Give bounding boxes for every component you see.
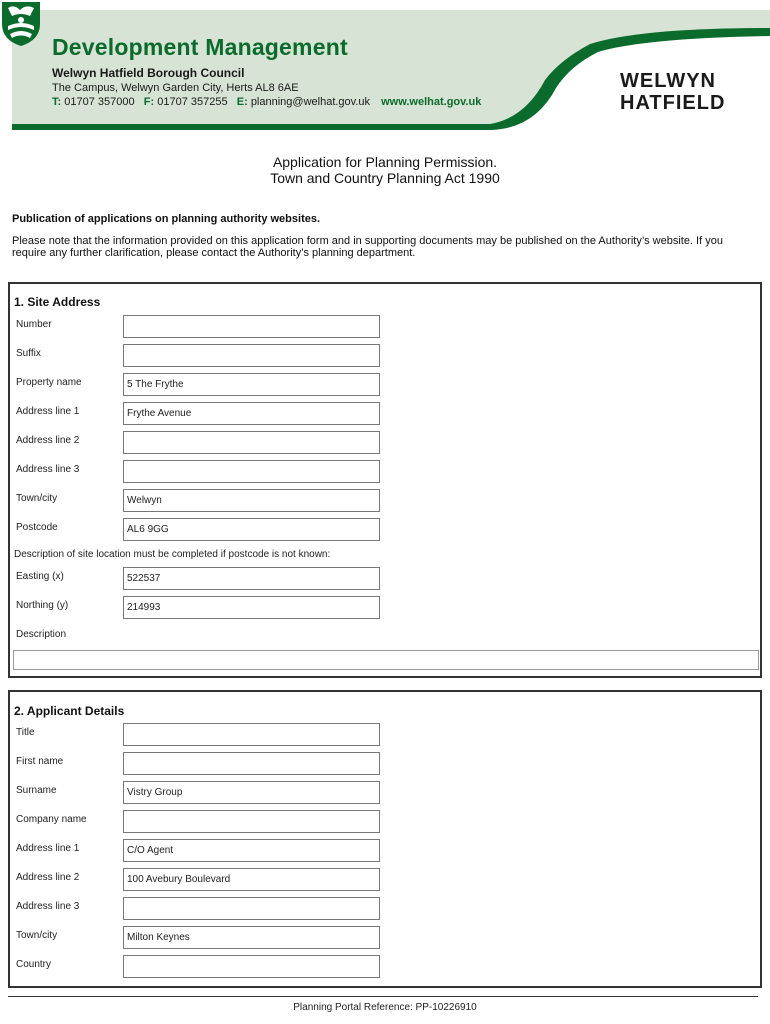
northing-label: Northing (y) bbox=[16, 600, 69, 611]
first-name-field[interactable] bbox=[123, 752, 380, 775]
council-shield-icon bbox=[0, 0, 42, 48]
title-label: Title bbox=[16, 727, 35, 738]
surname-field[interactable]: Vistry Group bbox=[123, 781, 380, 804]
address-line-3-label: Address line 3 bbox=[16, 464, 80, 475]
description-field[interactable] bbox=[13, 650, 759, 670]
header-title: Development Management bbox=[52, 34, 348, 60]
address-line-2-field[interactable] bbox=[123, 431, 380, 454]
title-field[interactable] bbox=[123, 723, 380, 746]
fax-number: 01707 357255 bbox=[157, 96, 228, 108]
title-line-1: Application for Planning Permission. bbox=[272, 154, 498, 170]
applicant-address-line-1-label: Address line 1 bbox=[16, 843, 80, 854]
property-name-label: Property name bbox=[16, 377, 82, 388]
applicant-address-line-2-field[interactable]: 100 Avebury Boulevard bbox=[123, 868, 380, 891]
tel-label: T: bbox=[52, 96, 62, 108]
tel-number: 01707 357000 bbox=[64, 96, 135, 108]
property-name-field[interactable]: 5 The Frythe bbox=[123, 373, 380, 396]
website-link[interactable]: www.welhat.gov.uk bbox=[381, 96, 482, 108]
suffix-field[interactable] bbox=[123, 344, 380, 367]
surname-label: Surname bbox=[16, 785, 57, 796]
town-city-field[interactable]: Welwyn bbox=[123, 489, 380, 512]
applicant-address-line-3-label: Address line 3 bbox=[16, 901, 80, 912]
council-name: Welwyn Hatfield Borough Council bbox=[52, 66, 245, 80]
easting-field[interactable]: 522537 bbox=[123, 567, 380, 590]
title-line-2: Town and Country Planning Act 1990 bbox=[270, 170, 500, 186]
publication-text: Please note that the information provided on this application form and in supporting documents may be published on the Authority’s website. If you require any further clarification, please contact the Authority’s planning department. bbox=[12, 235, 723, 259]
town-city-label: Town/city bbox=[16, 493, 58, 504]
fax-label: F: bbox=[143, 96, 155, 108]
document-title bbox=[0, 154, 770, 186]
address-line-1-label: Address line 1 bbox=[16, 406, 80, 417]
company-name-label: Company name bbox=[16, 814, 87, 825]
description-label: Description bbox=[16, 629, 67, 640]
site-address-title: 1. Site Address bbox=[14, 295, 101, 309]
applicant-town-city-label: Town/city bbox=[16, 930, 58, 941]
logo-line-2: HATFIELD bbox=[620, 92, 726, 114]
planning-portal-reference: Planning Portal Reference: PP-10226910 bbox=[293, 1002, 477, 1013]
footer-divider bbox=[8, 996, 758, 997]
number-label: Number bbox=[16, 319, 52, 330]
country-label: Country bbox=[16, 959, 52, 970]
number-field[interactable] bbox=[123, 315, 380, 338]
publication-heading: Publication of applications on planning authority websites. bbox=[12, 213, 321, 225]
header-banner bbox=[0, 0, 770, 140]
site-address-section bbox=[8, 282, 762, 678]
email-label: E: bbox=[236, 96, 248, 108]
applicant-address-line-1-field[interactable]: C/O Agent bbox=[123, 839, 380, 862]
northing-field[interactable]: 214993 bbox=[123, 596, 380, 619]
country-field[interactable] bbox=[123, 955, 380, 978]
suffix-label: Suffix bbox=[16, 348, 41, 359]
site-location-note: Description of site location must be completed if postcode is not known: bbox=[14, 549, 331, 560]
applicant-address-line-3-field[interactable] bbox=[123, 897, 380, 920]
email-address[interactable]: planning@welhat.gov.uk bbox=[250, 96, 371, 108]
address-line-2-label: Address line 2 bbox=[16, 435, 80, 446]
postcode-label: Postcode bbox=[16, 522, 58, 533]
council-address: The Campus, Welwyn Garden City, Herts AL8 6AE bbox=[52, 82, 299, 94]
address-line-1-field[interactable]: Frythe Avenue bbox=[123, 402, 380, 425]
logo-line-1: WELWYN bbox=[620, 70, 716, 92]
applicant-town-city-field[interactable]: Milton Keynes bbox=[123, 926, 380, 949]
easting-label: Easting (x) bbox=[16, 571, 64, 582]
company-name-field[interactable] bbox=[123, 810, 380, 833]
contact-line bbox=[52, 96, 481, 108]
applicant-details-section bbox=[8, 690, 762, 988]
first-name-label: First name bbox=[16, 756, 64, 767]
council-logo-text bbox=[620, 70, 725, 114]
address-line-3-field[interactable] bbox=[123, 460, 380, 483]
applicant-address-line-2-label: Address line 2 bbox=[16, 872, 80, 883]
postcode-field[interactable]: AL6 9GG bbox=[123, 518, 380, 541]
applicant-details-title: 2. Applicant Details bbox=[14, 704, 125, 718]
